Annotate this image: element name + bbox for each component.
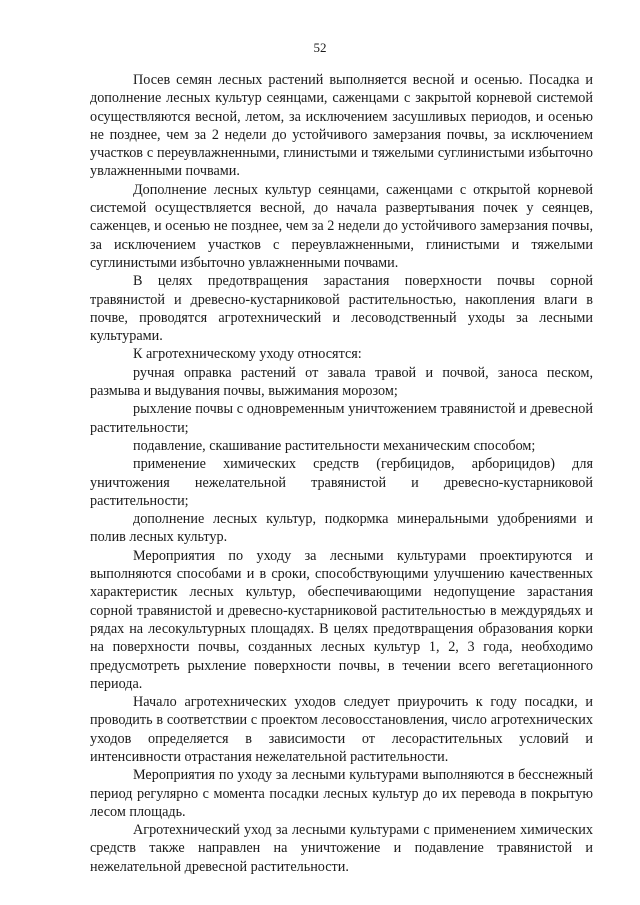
paragraph-3: В целях предотвращения зарастания поверхности почвы сорной травянистой и древесно-кустарниковой растительностью, накопления влаги в почве, проводятся агротехнический и лесоводственный уходы за лесными культурами. [90, 273, 593, 345]
paragraph-4: К агротехническому уходу относятся: [133, 346, 362, 363]
paragraph-6: Начало агротехнических уходов следует приурочить к году посадки, и проводить в соответствии с проектом лесовосстановления, число агротехнических уходов определяется в зависимости от лесорастительных условий и интенсивности отрастания нежелательной растительности. [90, 694, 593, 765]
page-number: 52 [313, 40, 327, 55]
list-item-3: подавление, скашивание растительности механическим способом; [133, 437, 536, 454]
paragraph-8: Агротехнический уход за лесными культурами с применением химических средств также направлен на уничтожение и подавление травянистой и нежелательной древесной растительности. [90, 822, 593, 875]
paragraph-7: Мероприятия по уходу за лесными культурами выполняются в бесснежный период регулярно с момента посадки лесных культур до их перевода в покрытую лесом площадь. [90, 767, 593, 820]
document-body [90, 71, 593, 876]
list-item-1: ручная оправка растений от завала травой и почвой, заноса песком, размыва и выдувания почвы, выжимания морозом; [90, 364, 593, 400]
list-item-2: рыхление почвы с одновременным уничтожением травянистой и древесной растительности; [90, 401, 593, 436]
list-item-4: применение химических средств (гербицидов, арборицидов) для уничтожения нежелательной травянистой и древесно-кустарниковой растительности; [90, 456, 593, 509]
paragraph-1: Посев семян лесных растений выполняется весной и осенью. Посадка и дополнение лесных культур сеянцами, саженцами с закрытой корневой системой осуществляются весной, летом, за исключением засушливых периодов, и осенью не позднее, чем за 2 недели до устойчивого замерзания почвы, за исключением участков с переувлажненными, глинистыми и тяжелыми суглинистыми избыточно увлажненными почвами. [90, 72, 593, 180]
list-item-5: дополнение лесных культур, подкормка минеральными удобрениями и полив лесных культур. [90, 511, 593, 546]
paragraph-5: Мероприятия по уходу за лесными культурами проектируются и выполняются способами и в сроки, способствующими улучшению качественных характеристик лесных культур, обеспечивающими недопущение зарастания сорной травянистой и древесно-кустарниковой растительностью в междурядьях и рядах на лесокультурных площадях. В целях предотвращения образования корки на поверхности почвы, созданных лесных культур 1, 2, 3 года, необходимо предусмотреть рыхление поверхности почвы, в течении всего вегетационного периода. [90, 547, 593, 692]
paragraph-2: Дополнение лесных культур сеянцами, саженцами с открытой корневой системой осуществляется весной, до начала развертывания почек у сеянцев, саженцев, и осенью не позднее, чем за 2 недели до устойчивого замерзания почвы, за исключением участков с переувлажненными, глинистыми и тяжелыми суглинистыми избыточно увлажненными почвами. [90, 181, 593, 271]
